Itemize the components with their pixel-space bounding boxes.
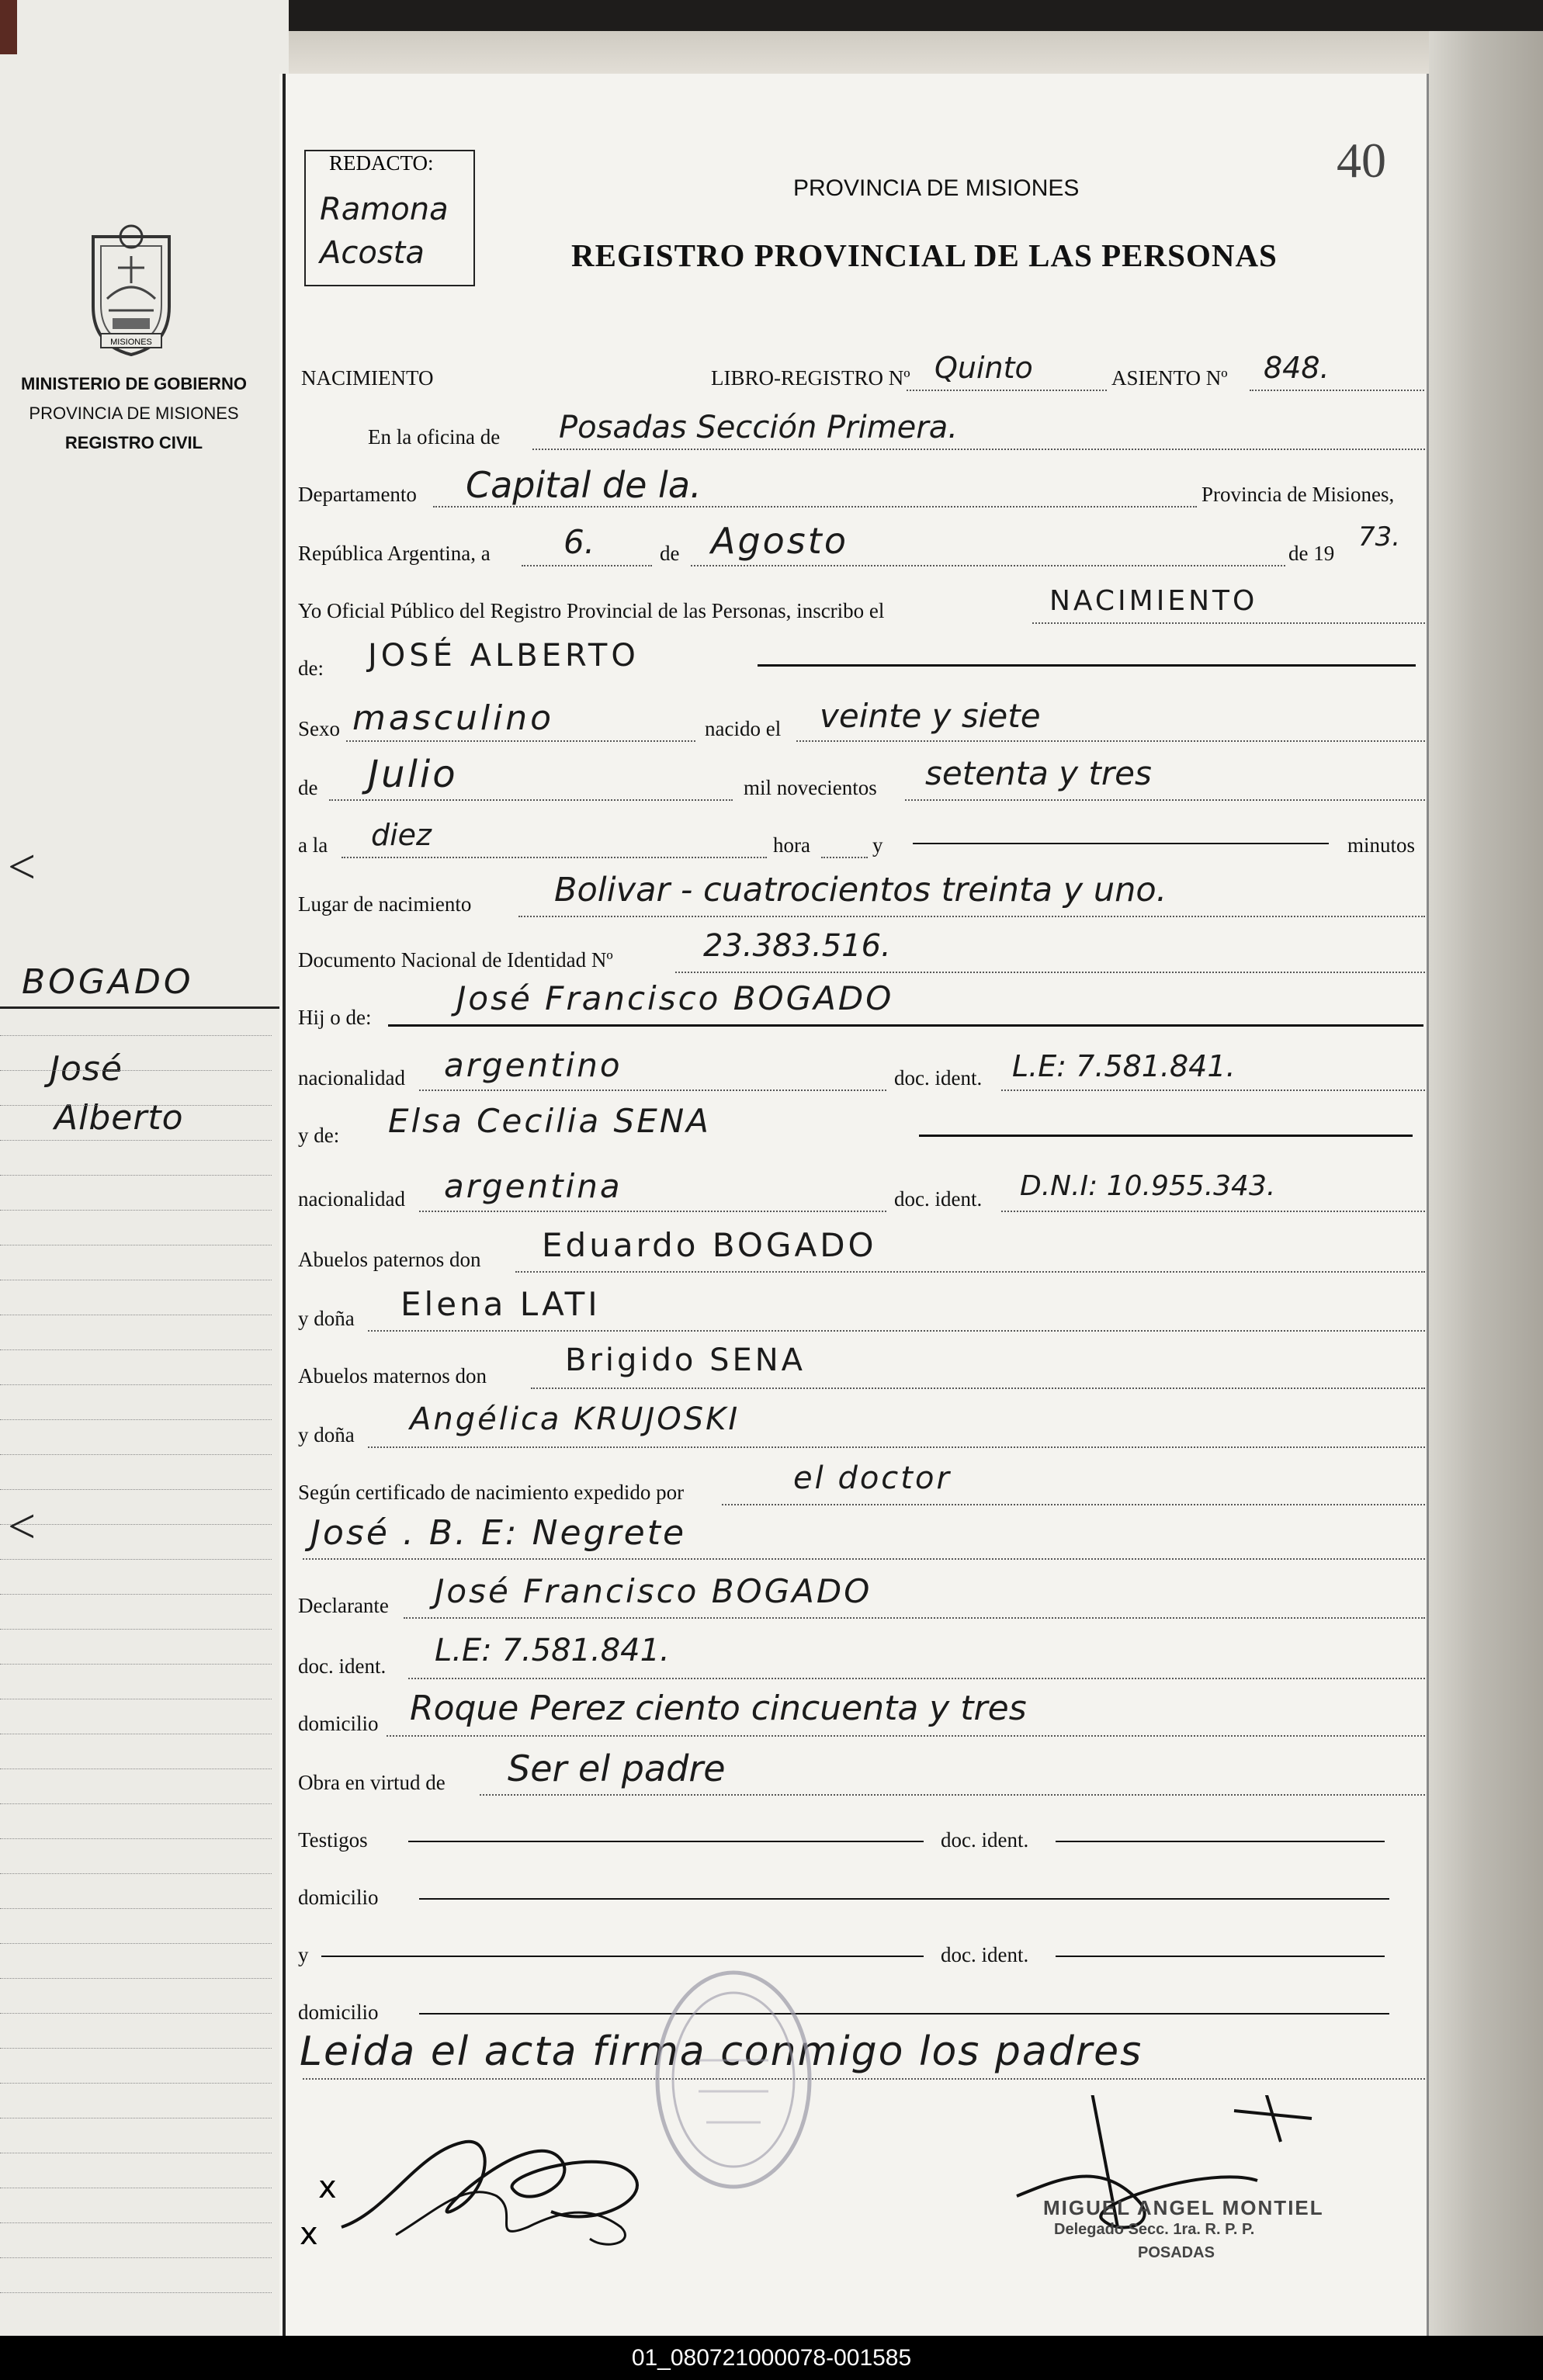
- nacionalidad-madre-label: nacionalidad: [298, 1187, 405, 1211]
- padre-value: José Francisco BOGADO: [456, 979, 894, 1017]
- declarante-value: José Francisco BOGADO: [435, 1572, 872, 1610]
- libro-line: [907, 390, 1107, 391]
- abuelo-mat-value: Brigido SENA: [565, 1342, 806, 1378]
- doc-padre-value: L.E: 7.581.841.: [1012, 1049, 1236, 1083]
- nacido-line: [796, 740, 1425, 742]
- certificado-value: el doctor: [793, 1460, 952, 1496]
- anio-value: 73.: [1358, 521, 1401, 553]
- page-number: 40: [1337, 133, 1386, 188]
- domicilio-testigo1-line: [419, 1898, 1389, 1900]
- madre-fill-line: [919, 1135, 1413, 1137]
- nacionalidad-padre-label: nacionalidad: [298, 1066, 405, 1090]
- ministry-block: [0, 369, 268, 459]
- abuelo-pat-value: Eduardo BOGADO: [542, 1226, 877, 1264]
- redacto-name-2: Acosta: [320, 235, 425, 271]
- nac-madre-value: argentina: [444, 1167, 622, 1205]
- docident-decl-label: doc. ident.: [298, 1654, 387, 1678]
- sexo-line: [346, 740, 695, 742]
- dia-line: [522, 565, 652, 566]
- yde-label: y de:: [298, 1124, 340, 1147]
- nacido-value: veinte y siete: [820, 697, 1041, 735]
- hora-line: [342, 857, 767, 858]
- nacimiento-label: NACIMIENTO: [301, 366, 434, 390]
- ydona-pat-label: y doña: [298, 1307, 355, 1330]
- declarante-label: Declarante: [298, 1594, 389, 1617]
- docident-testigo1-label: doc. ident.: [941, 1828, 1029, 1852]
- domicilio-testigo1-label: domicilio: [298, 1886, 379, 1909]
- obra-line: [480, 1794, 1425, 1796]
- page-stack-top: [289, 31, 1543, 74]
- domicilio-line: [387, 1735, 1425, 1737]
- stub-tick-mark-2: <: [8, 1498, 36, 1554]
- oficial-text: Yo Oficial Público del Registro Provincial de las Personas, inscribo el: [298, 599, 885, 622]
- lugar-label: Lugar de nacimiento: [298, 892, 472, 916]
- stub-given-1: José: [50, 1049, 123, 1089]
- stub-page: [0, 0, 289, 2336]
- documento-label: Documento Nacional de Identidad Nº: [298, 948, 613, 972]
- abuelos-pat-label: Abuelos paternos don: [298, 1248, 481, 1271]
- abuelo-mat-line: [531, 1387, 1425, 1389]
- y-label: y: [872, 833, 883, 857]
- mes-line: [691, 565, 1285, 566]
- libro-value: Quinto: [934, 351, 1033, 385]
- dia-value: 6.: [563, 523, 595, 561]
- abuela-mat-line: [368, 1446, 1425, 1448]
- redacto-name-1: Ramona: [320, 192, 449, 227]
- abuela-pat-line: [368, 1330, 1425, 1332]
- anio-nac-value: setenta y tres: [925, 754, 1152, 792]
- de2-label: de: [298, 776, 318, 799]
- asiento-value: 848.: [1264, 351, 1330, 385]
- doc-decl-line: [408, 1678, 1425, 1679]
- ala-label: a la: [298, 833, 328, 857]
- de-colon-label: de:: [298, 656, 324, 680]
- libro-label: LIBRO-REGISTRO Nº: [711, 366, 910, 390]
- doc-decl-value: L.E: 7.581.841.: [435, 1633, 670, 1668]
- closing-line: [303, 2078, 1425, 2080]
- page-stack-right: [1429, 31, 1543, 2336]
- redacto-box: [304, 150, 475, 286]
- stub-ruled-lines: [0, 1001, 272, 2293]
- province-heading: PROVINCIA DE MISIONES: [793, 175, 1080, 201]
- tipo-line: [1032, 622, 1425, 624]
- oficina-line: [532, 449, 1425, 450]
- medico-value: José . B. E: Negrete: [310, 1513, 687, 1553]
- closing-value: Leida el acta firma conmigo los padres: [300, 2028, 1143, 2075]
- hora-label: hora: [773, 833, 810, 857]
- abuela-mat-value: Angélica KRUJOSKI: [410, 1401, 740, 1437]
- right-margin-rule: [1427, 74, 1429, 2336]
- lugar-line: [518, 916, 1425, 917]
- mil-label: mil novecientos: [744, 776, 877, 799]
- abuela-pat-value: Elena LATI: [400, 1285, 601, 1323]
- testigos-label: Testigos: [298, 1828, 368, 1852]
- domicilio-label: domicilio: [298, 1712, 379, 1735]
- nombre-fill-line: [758, 664, 1416, 667]
- y-pre-line: [821, 857, 868, 858]
- lugar-value: Bolivar - cuatrocientos treinta y uno.: [554, 871, 1167, 909]
- stub-surname: BOGADO: [22, 962, 194, 1002]
- departamento-value: Capital de la.: [466, 464, 702, 506]
- sexo-value: masculino: [352, 698, 555, 738]
- testigo2-line: [321, 1956, 924, 1957]
- abuelo-pat-line: [515, 1271, 1425, 1273]
- minutos-label: minutos: [1347, 833, 1416, 857]
- certificado-label: Según certificado de nacimiento expedido por: [298, 1481, 685, 1504]
- doc-madre-line: [1001, 1211, 1425, 1212]
- cross-mark-2: x: [300, 2216, 318, 2252]
- doc-testigo1-line: [1056, 1841, 1385, 1842]
- docident-testigo2-label: doc. ident.: [941, 1943, 1029, 1966]
- oficina-label: En la oficina de: [368, 425, 501, 449]
- sexo-label: Sexo: [298, 717, 340, 740]
- redacto-label: REDACTO:: [329, 151, 434, 175]
- documento-line: [675, 972, 1425, 973]
- ministry-line-3: REGISTRO CIVIL: [64, 433, 203, 452]
- madre-value: Elsa Cecilia SENA: [388, 1102, 711, 1140]
- province-seal: [78, 221, 185, 357]
- ydona-mat-label: y doña: [298, 1423, 355, 1446]
- hijo-label: Hij o de:: [298, 1006, 372, 1029]
- official-title: Delegado Secc. 1ra. R. P. P.: [1054, 2221, 1255, 2238]
- nombre-value: JOSÉ ALBERTO: [368, 638, 640, 674]
- image-code: 01_080721000078-001585: [0, 2336, 1543, 2380]
- stub-tick-mark: <: [8, 839, 36, 894]
- doc-padre-line: [1001, 1090, 1425, 1091]
- obra-value: Ser el padre: [508, 1748, 726, 1789]
- book-edge: [0, 0, 17, 54]
- testigos-line: [408, 1841, 924, 1842]
- mes-nac-line: [329, 799, 733, 801]
- official-name: MIGUEL ANGEL MONTIEL: [1043, 2196, 1324, 2219]
- asiento-line: [1250, 390, 1424, 391]
- republica-label: República Argentina, a: [298, 542, 491, 565]
- registry-heading: REGISTRO PROVINCIAL DE LAS PERSONAS: [571, 237, 1278, 273]
- departamento-line: [433, 506, 1197, 508]
- padre-line: [388, 1024, 1423, 1027]
- domicilio-testigo2-line: [419, 2013, 1389, 2015]
- nac-padre-line: [419, 1090, 886, 1091]
- docident-madre-label: doc. ident.: [894, 1187, 983, 1211]
- y-testigo2-label: y: [298, 1943, 309, 1966]
- domicilio-testigo2-label: domicilio: [298, 2001, 379, 2024]
- departamento-label: Departamento: [298, 483, 417, 506]
- nacido-label: nacido el: [705, 717, 782, 740]
- de-label: de: [660, 542, 680, 565]
- minutos-line: [913, 843, 1329, 844]
- nac-madre-line: [419, 1211, 886, 1212]
- hora-value: diez: [371, 818, 432, 852]
- official-place: POSADAS: [1138, 2244, 1215, 2261]
- domicilio-value: Roque Perez ciento cincuenta y tres: [410, 1689, 1027, 1728]
- ministry-line-1: MINISTERIO DE GOBIERNO: [21, 374, 247, 393]
- tipo-value: NACIMIENTO: [1049, 585, 1258, 617]
- declarante-line: [404, 1617, 1425, 1619]
- stub-given-2: Alberto: [54, 1098, 184, 1138]
- ministry-line-2: PROVINCIA DE MISIONES: [29, 404, 239, 423]
- oficina-value: Posadas Sección Primera.: [559, 410, 958, 445]
- documento-value: 23.383.516.: [703, 928, 891, 964]
- binding-rule: [283, 74, 286, 2336]
- doc-testigo2-line: [1056, 1956, 1385, 1957]
- cross-mark-1: x: [318, 2170, 337, 2205]
- seal-text: MISIONES: [110, 338, 152, 347]
- mes-nac-value: Julio: [368, 753, 458, 796]
- provincia-label: Provincia de Misiones,: [1201, 483, 1395, 506]
- asiento-label: ASIENTO Nº: [1111, 366, 1228, 390]
- mes-value: Agosto: [711, 520, 848, 562]
- anio-nac-line: [905, 799, 1425, 801]
- obra-label: Obra en virtud de: [298, 1771, 446, 1794]
- anio-prefix: de 19: [1288, 542, 1335, 565]
- docident-padre-label: doc. ident.: [894, 1066, 983, 1090]
- medico-line: [303, 1558, 1425, 1560]
- doc-madre-value: D.N.I: 10.955.343.: [1020, 1170, 1276, 1202]
- nac-padre-value: argentino: [444, 1046, 622, 1084]
- abuelos-mat-label: Abuelos maternos don: [298, 1364, 487, 1387]
- certificado-line: [722, 1504, 1425, 1505]
